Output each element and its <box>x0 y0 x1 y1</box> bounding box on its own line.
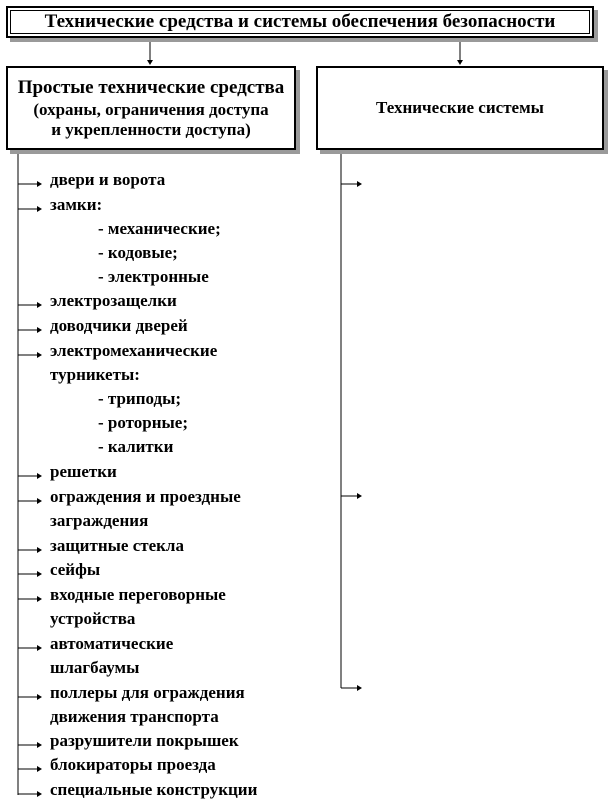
arrow-right-icon <box>37 596 42 602</box>
list-item-text: автоматические <box>50 634 174 653</box>
list-subitem-text: - кодовые; <box>98 243 178 262</box>
arrow-right-icon <box>37 571 42 577</box>
left-box-line-2: (охраны, ограничения доступа <box>33 100 269 119</box>
right-box-title: Технические системы <box>376 98 544 117</box>
list-item <box>50 632 173 680</box>
list-item <box>50 583 226 631</box>
arrow-right-icon <box>37 498 42 504</box>
list-item-text: сейфы <box>50 560 101 579</box>
top-title-text: Технические средства и системы обеспечения безопасности <box>44 11 556 32</box>
arrow-right-icon <box>37 742 42 748</box>
list-item <box>50 778 257 802</box>
arrow-right-icon <box>37 473 42 479</box>
arrow-down-icon <box>457 60 463 65</box>
list-item <box>50 193 221 289</box>
list-subitem-text: - электронные <box>98 267 209 286</box>
arrow-right-icon <box>37 181 42 187</box>
list-subitem-text: - механические; <box>98 219 221 238</box>
list-item-text: устройства <box>50 609 136 628</box>
list-item-text: турникеты: <box>50 365 140 384</box>
list-item <box>50 485 241 533</box>
list-item-text: заграждения <box>50 511 149 530</box>
list-item-text: разрушители покрышек <box>50 731 239 750</box>
list-item-text: шлагбаумы <box>50 658 140 677</box>
list-subitem-text: - роторные; <box>98 413 188 432</box>
list-item <box>50 681 245 729</box>
technical-systems-box <box>316 66 604 150</box>
list-item-text: электрозащелки <box>50 291 177 310</box>
arrow-right-icon <box>37 206 42 212</box>
list-item <box>50 729 239 753</box>
list-item <box>50 289 177 313</box>
list-item <box>50 314 188 338</box>
arrow-right-icon <box>357 181 362 187</box>
list-item-text: двери и ворота <box>50 170 166 189</box>
list-item-text: доводчики дверей <box>50 316 188 335</box>
arrow-right-icon <box>37 766 42 772</box>
list-item-text: движения транспорта <box>50 707 219 726</box>
arrow-right-icon <box>37 302 42 308</box>
list-item <box>50 753 216 777</box>
list-subitem-text: - калитки <box>98 437 174 456</box>
list-item-text: блокираторы проезда <box>50 755 216 774</box>
list-item <box>50 558 100 582</box>
list-item <box>50 168 165 192</box>
list-item-text: ограждения и проездные <box>50 487 241 506</box>
arrow-right-icon <box>357 493 362 499</box>
simple-technical-means-box <box>6 66 296 150</box>
list-subitem-text: - триподы; <box>98 389 182 408</box>
list-item-text: поллеры для ограждения <box>50 683 245 702</box>
list-item <box>50 534 184 558</box>
arrow-right-icon <box>37 547 42 553</box>
arrow-right-icon <box>357 685 362 691</box>
arrow-right-icon <box>37 694 42 700</box>
left-box-line-3: и укрепленности доступа) <box>51 120 251 139</box>
list-item-text: электромеханические <box>50 341 218 360</box>
list-item-text: специальные конструкции <box>50 780 258 799</box>
arrow-right-icon <box>37 645 42 651</box>
list-item-text: защитные стекла <box>50 536 184 555</box>
list-item-text: решетки <box>50 462 117 481</box>
left-box-line-1: Простые технические средства <box>17 77 285 98</box>
arrow-down-icon <box>147 60 153 65</box>
list-item-text: входные переговорные <box>50 585 226 604</box>
list-item <box>50 460 117 484</box>
arrow-right-icon <box>37 327 42 333</box>
list-item-text: замки: <box>50 195 103 214</box>
arrow-right-icon <box>37 352 42 358</box>
top-title-box <box>6 6 594 38</box>
arrow-right-icon <box>37 791 42 797</box>
list-item <box>50 339 217 459</box>
